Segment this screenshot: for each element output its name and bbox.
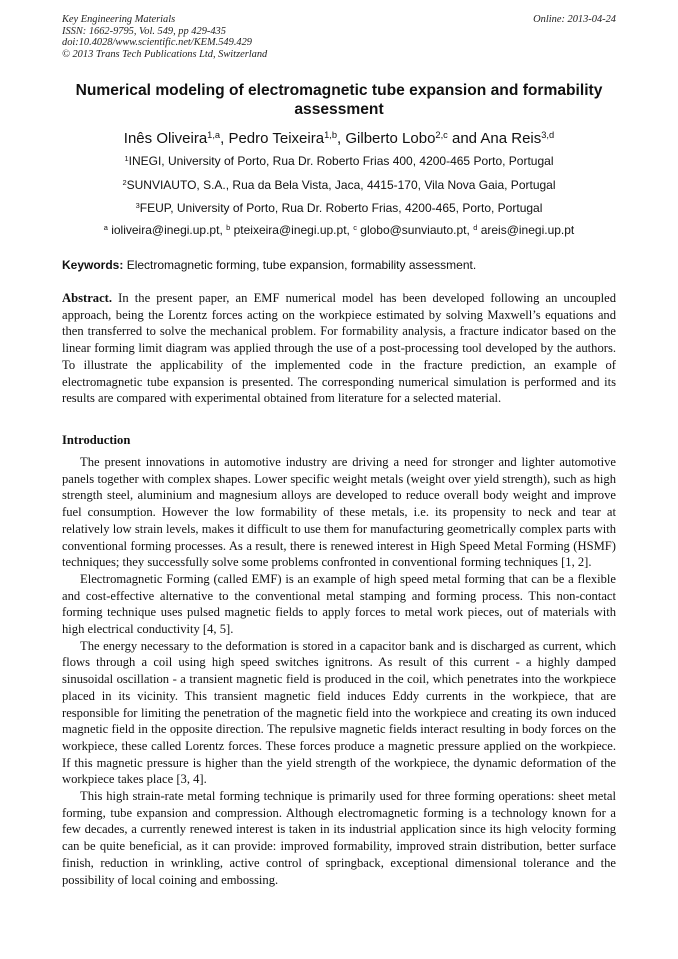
paragraph: This high strain-rate metal forming technique is primarily used for three forming operations: sheet metal forming, tube expansion and compression. Although electromagnetic forming is a technology known for a few decades, a currently renewed interest is taken in its industrial application since its high velocity forming can be quite beneficial, as it can provide: improved formability, improved strain distribution, better surface finish, reduction in wrinkling, active control of springback, exceptional dimensional tolerance and the possibility of local coining and embossing. <box>62 789 616 887</box>
journal-name: Key Engineering Materials <box>62 14 176 25</box>
email-superscript: b <box>226 222 231 232</box>
paragraph: Electromagnetic Forming (called EMF) is an example of high speed metal forming that can be a flexible and cost-effective alternative to the conventional metal stamping and forming process. This non-contact forming technique uses pulsed magnetic fields to apply forces to metal work pieces, out of materials with high electrical conductivity [4, 5]. <box>62 571 616 637</box>
author-list <box>62 130 616 148</box>
author-separator: , <box>337 130 346 147</box>
affiliation-3 <box>62 201 616 215</box>
keywords-text: Electromagnetic forming, tube expansion, formability assessment. <box>126 258 477 272</box>
introduction-body <box>62 454 616 888</box>
author-superscript: 2,c <box>435 129 448 140</box>
email-text: areis@inegi.up.pt <box>480 223 575 237</box>
author-superscript: 3,d <box>541 129 555 140</box>
affiliation-text: FEUP, University of Porto, Rua Dr. Roberto Frias, 4200-465, Porto, Portugal <box>139 201 543 215</box>
abstract-label: Abstract. <box>62 291 113 305</box>
author-name: Gilberto Lobo <box>345 130 436 147</box>
author-separator: and <box>447 130 481 147</box>
keywords <box>62 258 616 272</box>
abstract-text: In the present paper, an EMF numerical model has been developed following an uncoupled approach, being the Lorentz forces acting on the workpiece estimated by solving Maxwell’s equations and then transferred to solve the mechanical problem. For formability analysis, a fracture indicator based on the linear forming limit diagram was applied through the use of a post-processing tool developed by the authors. To illustrate the applicability of the implemented code in the fracture prediction, an example of electromagnetic tube expansion is presented. The corresponding numerical simulation is performed and its results are compared with experimental obtained from literature for a selected material. <box>62 291 616 406</box>
affiliation-1 <box>62 154 616 168</box>
abstract <box>62 290 616 407</box>
paper-title: Numerical modeling of electromagnetic tube expansion and formability assessment <box>75 82 603 118</box>
journal-copyright: © 2013 Trans Tech Publications Ltd, Switzerland <box>62 48 268 60</box>
author-name: Pedro Teixeira <box>228 130 325 147</box>
author-separator: , <box>220 130 229 147</box>
affiliation-2 <box>62 178 616 192</box>
paragraph: The energy necessary to the deformation is stored in a capacitor bank and is discharged as current, which flows through a coil using high speed switches ignitrons. As result of this current - a highly damped sinusoidal oscillation - a transient magnetic field is produced in the coil, which penetrates into the workpiece placed in its vicinity. This transient magnetic field induces Eddy currents in the workpiece, that are responsible for limiting the penetration of the magnetic field into the workpiece and creating its own induced magnetic field in the opposite direction. The repulsive magnetic fields interact resulting in body forces on the workpiece, these called Lorentz forces. These forces produce a magnetic pressure applied on the workpiece. If this magnetic pressure is higher than the yield strength of the workpiece, the dynamic deformation of the workpiece takes place [3, 4]. <box>62 638 616 787</box>
journal-header <box>62 14 616 60</box>
author-superscript: 1,b <box>324 129 338 140</box>
email-superscript: d <box>473 222 478 232</box>
affiliation-text: SUNVIAUTO, S.A., Rua da Bela Vista, Jaca, 4415-170, Vila Nova Gaia, Portugal <box>126 178 556 192</box>
email-text: pteixeira@inegi.up.pt, <box>233 223 350 237</box>
keywords-label: Keywords: <box>62 258 124 272</box>
email-superscript: a <box>103 222 108 232</box>
author-superscript: 1,a <box>207 129 221 140</box>
email-text: globo@sunviauto.pt, <box>360 223 470 237</box>
journal-issn: ISSN: 1662-9795, Vol. 549, pp 429-435 <box>62 25 226 37</box>
affiliation-superscript: 3 <box>135 200 140 210</box>
journal-doi: doi:10.4028/www.scientific.net/KEM.549.429 <box>62 37 252 49</box>
affiliation-superscript: 2 <box>122 177 127 187</box>
email-text: ioliveira@inegi.up.pt, <box>111 223 223 237</box>
paragraph: The present innovations in automotive industry are driving a need for stronger and lighter automotive panels together with complex shapes. Lower specific weight metals (weight over yield strength), such as high strength steel, aluminium and magnesium alloys are developed to reduce overall body weight and improve fuel consumption. However the low formability of these metals, i.e. its propensity to neck and tear at relatively low strain levels, makes it difficult to use them for manufacturing geometrically complex parts with conventional forming processes. As a result, there is renewed interest in High Speed Metal Forming (HSMF) techniques; they successfully solve some problems confronted in conventional forming techniques [1, 2]. <box>62 455 616 570</box>
online-date: Online: 2013-04-24 <box>533 14 616 25</box>
affiliation-text: INEGI, University of Porto, Rua Dr. Roberto Frias 400, 4200-465 Porto, Portugal <box>128 154 554 168</box>
affiliation-superscript: 1 <box>124 153 129 163</box>
author-name: Ana Reis <box>480 130 542 147</box>
email-line <box>62 223 616 237</box>
section-heading-introduction: Introduction <box>62 433 131 447</box>
author-name: Inês Oliveira <box>123 130 208 147</box>
email-superscript: c <box>353 222 357 232</box>
